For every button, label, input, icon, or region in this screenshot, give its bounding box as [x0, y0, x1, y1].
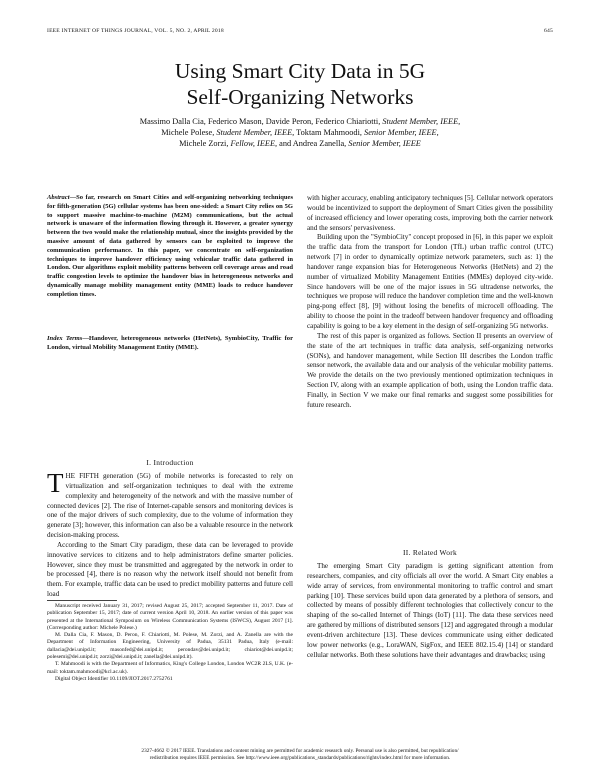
copyright-line-1: 2327-4662 © 2017 IEEE. Translations and content mining are permitted for academic research only. Personal use is also permitted, but republication/ [141, 748, 459, 754]
abstract-label: Abstract [47, 194, 70, 201]
related-work-body [307, 562, 553, 660]
intro-paragraph-1-text: HE FIFTH generation (5G) of mobile networks is forecasted to rely on virtualization and self-organization techniques to deal with the extreme complexity and heterogeneity of the network and with the massive number of connected devices [2]. The rise of Internet-capable sensors and monitoring devices is one of the major drivers of such complexity, due to the volume of information they generate [3]; however, this information can also be a valuable resource in the network decision-making process. [47, 472, 293, 540]
author-line-3 [60, 138, 540, 149]
copyright-line-2: redistribution requires IEEE permission. See http://www.ieee.org/publications_standards/publications/rights/index.html for more information. [149, 755, 451, 762]
footnote-affiliation-padua: M. Dalla Cia, F. Mason, D. Peron, F. Chiariotti, M. Polese, M. Zorzi, and A. Zanella are with the Department of Information Engineering, University of Padua, 35131 Padua, Italy (e-mail: dallacia@dei.unipd.it; masonfed@dei.unipd.it; perondav@dei.unipd.it; chiariot@dei.unipd.it; polesemi@dei.unipd.it; zorzi@dei.unipd.it; zanella@dei.unipd.it). [47, 632, 293, 661]
section-heading-related-work: II. Related Work [403, 548, 457, 557]
right-paragraph-1: with higher accuracy, enabling anticipatory techniques [5]. Cellular network operators would be incentivized to support the deployment of Smart Cities given the possibility of increased efficiency and lower operating costs, improving both the carrier network and the sensors' pervasiveness. [307, 194, 553, 232]
author-names: Michele Polese, [161, 128, 217, 138]
index-terms [47, 335, 293, 353]
author-names: and Andrea Zanella, [277, 139, 349, 149]
index-terms-text: —Handover, heterogeneous networks (HetNets), SymbioCity, Traffic for London, virtual Mobility Management Entity (MME). [47, 335, 293, 351]
section-heading-introduction: I. Introduction [146, 458, 194, 467]
author-membership: Senior Member, IEEE [348, 139, 421, 149]
author-membership: Student Member, IEEE, [382, 117, 461, 126]
footnote-manuscript: Manuscript received January 31, 2017; revised August 25, 2017; accepted September 11, 2017. Date of publication September 15, 2017; date of current version April 10, 2018. An earlier version of this paper was presented at the International Symposium on Wireless Communication Systems (ISWCS), August 2017 [1]. (Corresponding author: Michele Polese.) [47, 603, 293, 631]
author-membership: Fellow, IEEE, [230, 139, 278, 149]
footnote-divider [47, 600, 117, 601]
related-paragraph-1: The emerging Smart City paradigm is getting significant attention from researchers, companies, and city officials all over the world. A Smart City enables a wide array of services, from environmental monitoring to traffic control and smart parking [10]. These services build upon data generated by a plethora of sensors, and collected by means of possibly different technologies that collectively concur to the shaping of the so-called Internet of Things (IoT) [11]. The data these services need are gathered by millions of distributed sensors [12] and aggregated through a modular event-driven architecture [13]. These devices communicate using either dedicated low power networks (e.g., LoraWAN, SigFox, and IEEE 802.15.4) [14] or standard cellular networks. Both these solutions have their advantages and drawbacks; using [307, 562, 553, 659]
author-names: Massimo Dalla Cia, Federico Mason, Davide Peron, Federico Chiariotti, [139, 117, 383, 126]
right-paragraph-3: The rest of this paper is organized as follows. Section II presents an overview of the state of the art techniques in traffic data analysis, self-organizing networks (SONs), and handover management, while Section III describes the London traffic sensor network, the available data and our analysis of the vehicular mobility patterns. We provide the details on the two previously mentioned optimization techniques in Section IV, along with an example application of both, using the London traffic data. Finally, in Section V we make our final remarks and suggest some possibilities for future research. [307, 331, 553, 409]
running-header-journal: IEEE INTERNET OF THINGS JOURNAL, VOL. 5, NO. 2, APRIL 2018 [47, 28, 224, 34]
right-column-body [307, 194, 553, 411]
copyright-notice [47, 748, 553, 763]
intro-paragraph-1 [47, 468, 293, 541]
footnote-block [47, 603, 293, 683]
author-membership: Senior Member, IEEE, [364, 128, 439, 138]
title-line-2: Self-Organizing Networks [186, 85, 414, 109]
author-list [60, 116, 540, 150]
author-line-2 [60, 127, 540, 138]
paper-title [40, 58, 560, 110]
author-membership: Student Member, IEEE, [216, 128, 295, 138]
introduction-body [47, 468, 293, 600]
author-names: Toktam Mahmoodi, [294, 128, 365, 138]
footnote-affiliation-kcl: T. Mahmoodi is with the Department of Informatics, King's College London, London WC2R 2LS, U.K. (e-mail: toktam.mahmoodi@kcl.ac.uk). [47, 661, 293, 675]
title-line-1: Using Smart City Data in 5G [174, 59, 426, 83]
footnote-doi: Digital Object Identifier 10.1109/JIOT.2017.2752761 [55, 675, 173, 682]
index-terms-label: Index Terms [47, 335, 83, 342]
intro-paragraph-2: According to the Smart City paradigm, these data can be leveraged to provide innovative services to citizens and to help administrators define smarter policies. However, since they must be transmitted and aggregated by the network in order to be processed [4], there is no reason why the network itself should not benefit from them. For example, traffic data can be used to predict mobility patterns and future cell load [47, 540, 293, 599]
drop-cap: T [47, 468, 64, 498]
abstract [47, 194, 293, 300]
right-paragraph-2: Building upon the "SymbioCity" concept proposed in [6], in this paper we exploit the traffic data from the transport for London (TfL) urban traffic control (UTC) network [7] in order to dynamically optimize network parameters, such as: 1) the handover range expansion bias for Heterogeneous Networks (HetNets) and 2) the number of virtualized Mobility Management Entities (MMEs) deployed city-wide. Since handovers will be one of the major issues in 5G ultradense networks, the techniques we propose will reduce the handover completion time and the well-known ping-pong effect [8], [9] without losing the benefits of microcell offloading. The ability to choose the point in the tradeoff between handover frequency and offloading capability is going to be a key element in the design of self-organizing 5G networks. [307, 233, 553, 330]
author-line-1 [60, 116, 540, 127]
author-names: Michele Zorzi, [179, 139, 231, 149]
abstract-text: —So far, research on Smart Cities and self-organizing networking techniques for fifth-generation (5G) cellular systems has been one-sided: a Smart City relies on 5G to support massive machine-to-machine (M2M) communications, but the actual network is unaware of the information flowing through it. However, a greater synergy between the two would make the relationship mutual, since the insights provided by the massive amount of data gathered by sensors can be exploited to improve the communication performance. In this paper, we concentrate on self-organization techniques to improve handover efficiency using vehicular traffic data gathered in London. Our algorithms exploit mobility patterns between cell coverage areas and road traffic congestion levels to optimize the handover bias in heterogeneous networks and dynamically manage mobility management entity (MME) loads to reduce handover completion times. [47, 194, 293, 298]
running-header-page-number: 645 [544, 28, 553, 34]
